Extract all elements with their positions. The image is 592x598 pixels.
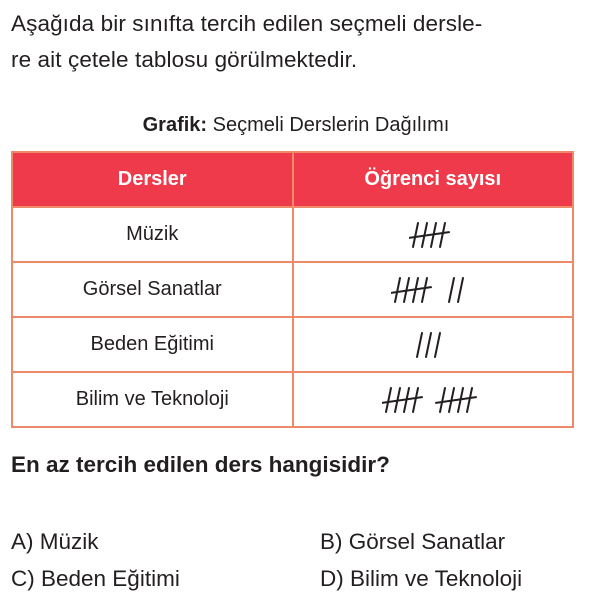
option-a[interactable]: A) Müzik [11, 529, 99, 554]
tally-marks [293, 207, 574, 262]
tally-stroke [435, 333, 440, 357]
tally-stroke [386, 388, 391, 412]
table-row [12, 372, 573, 427]
intro-line-1: Aşağıda bir sınıfta tercih edilen seçmeli dersle- [11, 11, 483, 36]
table-caption [0, 111, 592, 139]
tally-stroke [458, 278, 463, 302]
ders-name: Görsel Sanatlar [12, 262, 293, 317]
table-row [12, 207, 573, 262]
tally-stroke [422, 278, 427, 302]
table-header-row [12, 152, 573, 207]
option-d[interactable]: D) Bilim ve Teknoloji [320, 566, 523, 591]
tally-svg [382, 383, 484, 417]
question-text: En az tercih edilen ders hangisidir? [11, 452, 390, 477]
option-b[interactable]: B) Görsel Sanatlar [320, 529, 506, 554]
tally-stroke [467, 388, 472, 412]
tally-svg [413, 328, 452, 362]
tally-stroke [395, 278, 400, 302]
table-row [12, 317, 573, 372]
tally-stroke [426, 333, 431, 357]
header-dersler: Dersler [12, 152, 293, 207]
tally-marks [293, 372, 574, 427]
ders-name: Beden Eğitimi [12, 317, 293, 372]
tally-stroke [449, 278, 454, 302]
caption-label: Grafik: [142, 114, 208, 136]
intro-text [11, 6, 581, 78]
tally-table [11, 151, 574, 428]
tally-stroke [413, 388, 418, 412]
caption-title: Seçmeli Derslerin Dağılımı [207, 114, 450, 136]
table-row [12, 262, 573, 317]
tally-marks [293, 317, 574, 372]
intro-line-2: re ait çetele tablosu görülmektedir. [11, 47, 358, 72]
tally-stroke [417, 333, 422, 357]
ders-name: Müzik [12, 207, 293, 262]
ders-name: Bilim ve Teknoloji [12, 372, 293, 427]
tally-stroke [440, 223, 445, 247]
tally-marks [293, 262, 574, 317]
option-c[interactable]: C) Beden Eğitimi [11, 566, 180, 591]
header-ogrenci-sayisi: Öğrenci sayısı [293, 152, 574, 207]
tally-stroke [440, 388, 445, 412]
tally-stroke [413, 223, 418, 247]
tally-svg [391, 273, 475, 307]
tally-svg [409, 218, 457, 252]
